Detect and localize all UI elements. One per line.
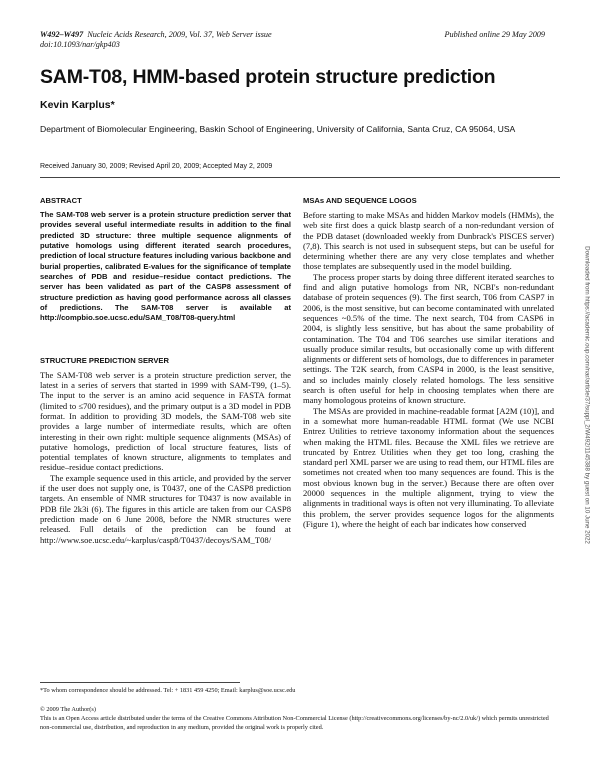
footnote-divider [40, 682, 240, 683]
abstract-heading: ABSTRACT [40, 196, 82, 205]
journal-citation: Nucleic Acids Research, 2009, Vol. 37, Web Server issue [87, 30, 272, 39]
body-paragraph: The SAM-T08 web server is a protein structure prediction server, the latest in a series of servers that started in 1999 with SAM-T99, (1–5). The input to the server is an amino acid sequence in FASTA format (limited to ≤700 residues), and the primary output is a 3D model in PDB format. In addition to providing 3D models, the SAM-T08 web site provides a large number of intermediate results, which are often interesting in their own right: multiple sequence alignments (MSAs) of putative homologs, prediction of local structure features, lists of potential templates of known structure, alignments to templates and residue–residue contact predictions. [40, 369, 291, 473]
download-watermark [582, 200, 592, 590]
received-dates: Received January 30, 2009; Revised April 20, 2009; Accepted May 2, 2009 [40, 163, 273, 170]
header-divider [40, 177, 560, 178]
license-notice: This is an Open Access article distributed under the terms of the Creative Commons Attribution Non-Commercial License (http://creativecommons.org/licenses/by-nc/2.0/uk/) which permits unrestricted non-commercial use, distribution, and reproduction in any medium, provided the original work is properly cited. [40, 715, 549, 731]
download-watermark-text: Downloaded from https://academic.oup.com/nar/article/37/suppl_2/W492/1145388 by guest on 10 June 2022 [583, 246, 591, 544]
author-name: Kevin Karplus* [40, 99, 115, 111]
article-title: SAM-T08, HMM-based protein structure prediction [40, 66, 496, 88]
running-header [40, 30, 272, 50]
affiliation: Department of Biomolecular Engineering, Baskin School of Engineering, University of California, Santa Cruz, CA 95064, USA [40, 124, 516, 134]
doi: doi:10.1093/nar/gkp403 [40, 40, 120, 49]
publication-date: Published online 29 May 2009 [444, 30, 545, 39]
copyright-notice: © 2009 The Author(s) [40, 706, 96, 713]
right-column [303, 196, 554, 529]
spacer [40, 324, 291, 356]
section-heading-structure-prediction: STRUCTURE PREDICTION SERVER [40, 355, 169, 365]
body-paragraph: The MSAs are provided in machine-readable format [A2M (10)], and in a somewhat more human-readable HTML format (We use NCBI Entrez Utilities to retrieve taxonomy information about the sequences when making the HTML files. Because the XML files we retrieve are truncated by Entrez Utilities when they get too long, crashing the standard perl XML parser we are using to read them, our HTML files are sometimes not created when too many sequences are found. This is the most obvious known bug in the server.) Because there are often over 20000 sequences in the multiple alignment, trying to view the alignments in traditional ways is often not very illuminating. To alleviate this problem, the server provides sequence logos for the alignments (Figure 1), where the height of each bar indicates how conserved [303, 405, 554, 529]
body-paragraph: The process proper starts by doing three different iterated searches to find and align putative homologs from NR, NCBI's non-redundant database of protein sequences (9). The first search, T06 from CASP7 in 2006, is the most sensitive, but can become contaminated with unrelated sequences ~0.5% of the time. The next search, T04 from CASP6 in 2004, is slightly less sensitive, but has about the same probability of contamination. The T04 and T06 searches use similar iterations and usually produce similar results, but occasionally come up with different alignments or different sets of homologs, due to differences in parameter settings. The T2K search, from CASP4 in 2000, is the least sensitive, and so includes mainly closely related homologs. The less sensitive search is often useful for help in choosing templates when there are many homologous proteins of known structure. [303, 271, 554, 406]
body-paragraph: Before starting to make MSAs and hidden Markov models (HMMs), the web site first does a quick blastp search of a non-redundant version of the PDB dataset (downloaded weekly from Dunbrack's PISCES server) (7,8). This search is not used in subsequent steps, but can be useful for determining whether there are any very close templates and whether those templates are subsequently used in the model building. [303, 210, 554, 272]
page-range: W492–W497 [40, 30, 84, 39]
left-column [40, 196, 291, 545]
body-paragraph: The example sequence used in this article, and provided by the server if the user does not supply one, is T0437, one of the CASP8 prediction targets. An ensemble of NMR structures for T0437 is now available in PDB file 2k3i (6). The figures in this article are taken from our CASP8 prediction made on 6 June 2008, before the NMR structures were released. Full details of the prediction can be found at http://www.soe.ucsc.edu/~karplus/casp8/T0437/decoys/SAM_T08/ [40, 472, 291, 545]
abstract-text: The SAM-T08 web server is a protein structure prediction server that provides several useful intermediate results in addition to the final predicted 3D structure: three multiple sequence alignments of putative homologs using different iterated search procedures, prediction of local structure features including various backbone and burial properties, calibrated E-values for the significance of template searches of PDB and residue–residue contact predictions. The server has been validated as part of the CASP8 assessment of structure prediction as having good performance across all classes of predictions. The SAM-T08 server is available at http://compbio.soe.ucsc.edu/SAM_T08/T08-query.html [40, 210, 291, 323]
section-heading-msas: MSAs AND SEQUENCE LOGOS [303, 196, 417, 205]
correspondence-footnote: *To whom correspondence should be addressed. Tel: + 1831 459 4250; Email: karplus@soe.ucsc.edu [40, 687, 296, 694]
